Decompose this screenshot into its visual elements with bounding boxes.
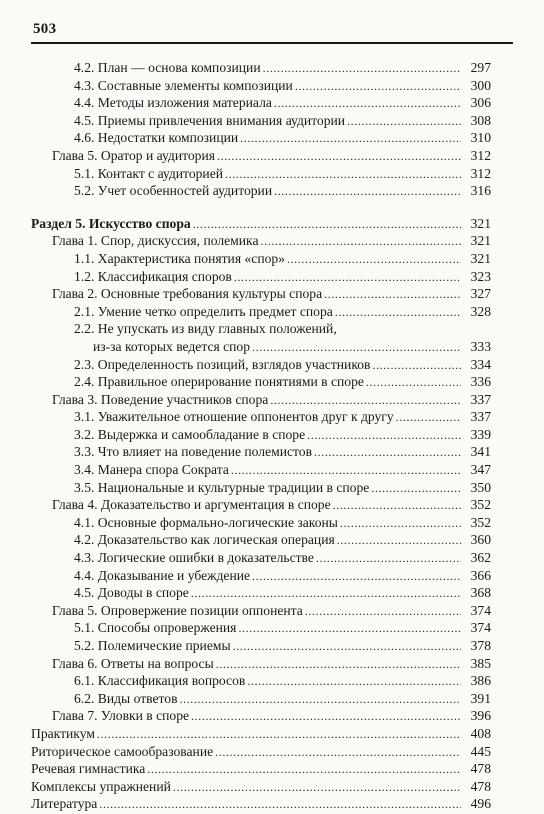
dot-leader xyxy=(333,496,461,515)
dot-leader xyxy=(191,707,461,726)
dot-leader xyxy=(270,391,461,410)
toc-entry-page: 362 xyxy=(470,550,491,566)
toc-entry-top xyxy=(31,760,491,778)
toc-entry-sub xyxy=(31,514,491,532)
toc-entry-page: 334 xyxy=(470,356,491,372)
dot-leader xyxy=(147,760,461,779)
toc-entry-page: 310 xyxy=(470,130,491,146)
dot-leader xyxy=(97,725,461,744)
toc-entry-sub xyxy=(31,443,491,461)
toc-entry-page: 396 xyxy=(470,708,491,724)
toc-entry-sub xyxy=(31,672,491,690)
toc-entry-sub-first xyxy=(31,320,491,338)
toc-entry-page: 368 xyxy=(470,585,491,601)
toc-entry-cont xyxy=(31,338,491,356)
dot-leader xyxy=(173,778,461,797)
toc-entry-chapter xyxy=(31,602,491,620)
dot-leader xyxy=(234,268,461,287)
toc-entry-title: Глава 5. Оратор и аудитория xyxy=(52,147,215,163)
toc-entry-chapter xyxy=(31,147,491,165)
toc-entry-page: 300 xyxy=(470,77,491,93)
toc-entry-title: Глава 7. Уловки в споре xyxy=(52,708,190,724)
dot-leader xyxy=(314,443,461,462)
toc-entry-sub xyxy=(31,77,491,95)
toc-entry-sub xyxy=(31,182,491,200)
dot-leader xyxy=(252,567,461,586)
toc-entry-sub xyxy=(31,584,491,602)
table-of-contents xyxy=(31,59,491,813)
toc-entry-page: 306 xyxy=(470,95,491,111)
toc-entry-page: 341 xyxy=(470,444,491,460)
dot-leader xyxy=(335,303,461,322)
toc-entry-chapter xyxy=(31,655,491,673)
toc-entry-page: 337 xyxy=(470,409,491,425)
toc-entry-title: 1.2. Классификация споров xyxy=(74,268,232,284)
dot-leader xyxy=(295,77,461,96)
toc-entry-title: Глава 6. Ответы на вопросы xyxy=(52,655,214,671)
toc-entry-title: 3.1. Уважительное отношение оппонентов друг к другу xyxy=(74,409,394,425)
toc-entry-page: 478 xyxy=(470,778,491,794)
toc-entry-sub xyxy=(31,637,491,655)
toc-entry-top xyxy=(31,778,491,796)
toc-entry-page: 374 xyxy=(470,602,491,618)
toc-entry-title: Глава 4. Доказательство и аргументация в споре xyxy=(52,497,331,513)
toc-entry-title: Риторическое самообразование xyxy=(31,743,214,759)
toc-entry-top xyxy=(31,725,491,743)
toc-entry-sub xyxy=(31,690,491,708)
dot-leader xyxy=(274,94,461,113)
toc-entry-sub xyxy=(31,94,491,112)
toc-entry-title: 5.1. Контакт с аудиторией xyxy=(74,165,223,181)
toc-entry-title: 3.4. Манера спора Сократа xyxy=(74,462,229,478)
toc-entry-chapter xyxy=(31,707,491,725)
toc-entry-sub xyxy=(31,479,491,497)
toc-entry-sub xyxy=(31,356,491,374)
toc-entry-page: 445 xyxy=(470,743,491,759)
dot-leader xyxy=(191,584,461,603)
toc-entry-sub xyxy=(31,426,491,444)
dot-leader xyxy=(263,59,461,78)
dot-leader xyxy=(180,690,462,709)
dot-leader xyxy=(215,743,461,762)
dot-leader xyxy=(371,479,461,498)
toc-entry-page: 408 xyxy=(470,725,491,741)
toc-entry-title: Раздел 5. Искусство спора xyxy=(31,215,191,231)
toc-entry-sub xyxy=(31,567,491,585)
dot-leader xyxy=(340,514,461,533)
dot-leader xyxy=(233,637,461,656)
dot-leader xyxy=(99,795,461,814)
toc-entry-page: 308 xyxy=(470,112,491,128)
toc-entry-page: 352 xyxy=(470,514,491,530)
toc-entry-title: Глава 2. Основные требования культуры спора xyxy=(52,286,323,302)
toc-entry-title: 2.3. Определенность позиций, взглядов участников xyxy=(74,356,371,372)
dot-leader xyxy=(225,165,461,184)
dot-leader xyxy=(337,531,461,550)
toc-entry-sub xyxy=(31,549,491,567)
toc-entry-page: 496 xyxy=(470,796,491,812)
dot-leader xyxy=(261,232,462,251)
toc-entry-sub xyxy=(31,59,491,77)
toc-entry-page: 378 xyxy=(470,638,491,653)
dot-leader xyxy=(316,549,461,568)
dot-leader xyxy=(193,215,461,234)
toc-entry-title: 3.5. Национальные и культурные традиции в споре xyxy=(74,479,370,495)
toc-entry-page: 327 xyxy=(470,286,491,302)
toc-entry-top xyxy=(31,743,491,761)
dot-leader xyxy=(396,408,461,427)
toc-entry-page: 333 xyxy=(470,338,491,354)
toc-entry-sub xyxy=(31,129,491,147)
page-number: 503 xyxy=(33,21,57,37)
dot-leader xyxy=(287,250,461,269)
toc-entry-page: 316 xyxy=(470,183,491,199)
toc-entry-page: 350 xyxy=(470,479,491,495)
toc-entry-title: 6.1. Классификация вопросов xyxy=(74,673,246,689)
toc-entry-title: 4.4. Доказывание и убеждение xyxy=(74,567,251,583)
dot-leader xyxy=(216,655,461,674)
toc-entry-page: 297 xyxy=(470,60,491,75)
toc-entry-sub xyxy=(31,250,491,268)
dot-leader xyxy=(324,285,461,304)
toc-entry-title: Глава 1. Спор, дискуссия, полемика xyxy=(52,233,259,249)
section-gap xyxy=(31,200,491,215)
toc-entry-title: 3.2. Выдержка и самообладание в споре xyxy=(74,426,306,442)
dot-leader xyxy=(247,672,461,691)
toc-entry-title: 4.1. Основные формально-логические законы xyxy=(74,514,338,530)
toc-entry-title: 1.1. Характеристика понятия «спор» xyxy=(74,250,285,266)
header-rule xyxy=(31,42,513,44)
toc-entry-title: 4.2. Доказательство как логическая операция xyxy=(74,532,335,548)
toc-entry-section xyxy=(31,215,491,233)
toc-entry-page: 336 xyxy=(470,374,491,390)
toc-entry-sub xyxy=(31,373,491,391)
toc-entry-title: Практикум xyxy=(31,725,95,741)
toc-entry-title: из-за которых ведется спор xyxy=(93,338,251,354)
toc-entry-title: 4.5. Приемы привлечения внимания аудитории xyxy=(74,112,346,128)
toc-entry-page: 337 xyxy=(470,391,491,407)
toc-entry-chapter xyxy=(31,391,491,409)
toc-entry-title: Речевая гимнастика xyxy=(31,761,146,777)
toc-entry-page: 391 xyxy=(470,690,491,706)
toc-entry-title: 4.5. Доводы в споре xyxy=(74,585,189,601)
toc-entry-sub xyxy=(31,268,491,286)
toc-entry-page: 385 xyxy=(470,655,491,671)
dot-leader xyxy=(366,373,461,392)
toc-entry-sub xyxy=(31,165,491,183)
toc-entry-page: 312 xyxy=(470,147,491,163)
toc-entry-page: 323 xyxy=(470,268,491,284)
dot-leader xyxy=(307,426,461,445)
toc-entry-title: Глава 3. Поведение участников спора xyxy=(52,391,269,407)
toc-entry-title: 4.2. План — основа композиции xyxy=(74,60,261,75)
toc-entry-title: 4.3. Логические ошибки в доказательстве xyxy=(74,550,314,566)
toc-entry-sub xyxy=(31,531,491,549)
dot-leader xyxy=(217,147,461,166)
toc-entry-sub xyxy=(31,303,491,321)
toc-entry-title: 6.2. Виды ответов xyxy=(74,690,178,706)
toc-entry-page: 478 xyxy=(470,761,491,777)
toc-entry-title: 4.6. Недостатки композиции xyxy=(74,130,239,146)
toc-entry-page: 321 xyxy=(470,215,491,231)
toc-entry-title: Комплексы упражнений xyxy=(31,778,171,794)
toc-entry-sub xyxy=(31,112,491,130)
toc-entry-page: 360 xyxy=(470,532,491,548)
dot-leader xyxy=(305,602,461,621)
toc-entry-page: 374 xyxy=(470,620,491,636)
toc-entry-title: 5.2. Учет особенностей аудитории xyxy=(74,183,273,199)
toc-entry-page: 312 xyxy=(470,165,491,181)
toc-entry-title: 3.3. Что влияет на поведение полемистов xyxy=(74,444,313,460)
toc-entry-sub xyxy=(31,408,491,426)
toc-entry-title: Литература xyxy=(31,796,98,812)
toc-entry-title: 2.4. Правильное оперирование понятиями в споре xyxy=(74,374,364,390)
toc-entry-page: 352 xyxy=(470,497,491,513)
toc-entry-page: 339 xyxy=(470,426,491,442)
toc-entry-page: 366 xyxy=(470,567,491,583)
toc-entry-sub xyxy=(31,619,491,637)
toc-entry-title: Глава 5. Опровержение позиции оппонента xyxy=(52,602,303,618)
dot-leader xyxy=(238,619,461,638)
dot-leader xyxy=(231,461,461,480)
dot-leader xyxy=(372,356,461,375)
toc-entry-title: 2.1. Умение четко определить предмет спора xyxy=(74,303,333,319)
toc-entry-chapter xyxy=(31,285,491,303)
toc-entry-chapter xyxy=(31,496,491,514)
toc-entry-top xyxy=(31,795,491,813)
toc-entry-title: 4.3. Составные элементы композиции xyxy=(74,77,293,93)
toc-entry-title: 5.1. Способы опровержения xyxy=(74,620,237,636)
toc-entry-page: 386 xyxy=(470,673,491,689)
toc-entry-page: 347 xyxy=(470,462,491,478)
toc-entry-title: 2.2. Не упускать из виду главных положений, xyxy=(74,321,337,337)
toc-entry-page: 321 xyxy=(470,250,491,266)
toc-entry-title: 5.2. Полемические приемы xyxy=(74,638,231,653)
toc-entry-sub xyxy=(31,461,491,479)
dot-leader xyxy=(347,112,461,131)
toc-entry-page: 328 xyxy=(470,303,491,319)
toc-entry-chapter xyxy=(31,232,491,250)
toc-entry-page: 321 xyxy=(470,233,491,249)
toc-entry-title: 4.4. Методы изложения материала xyxy=(74,95,272,111)
dot-leader xyxy=(274,182,461,201)
dot-leader xyxy=(252,338,461,357)
dot-leader xyxy=(240,129,461,148)
